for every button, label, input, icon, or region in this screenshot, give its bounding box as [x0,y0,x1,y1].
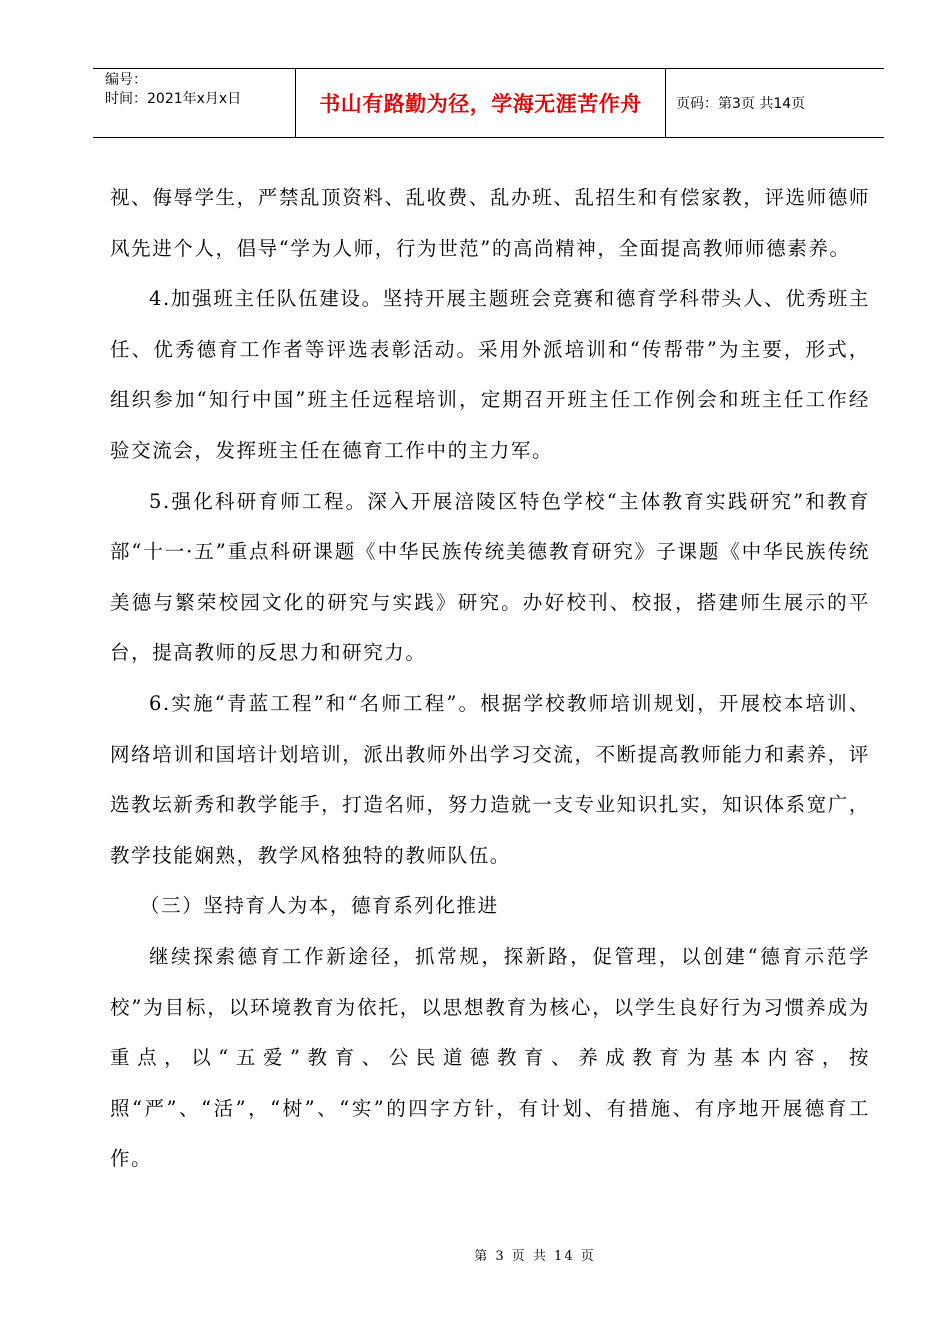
header-motto: 书山有路勤为径，学海无涯苦作舟 [295,69,666,137]
page-number-footer: 第 3 页 共 14 页 [474,1249,596,1264]
document-body [110,173,870,1185]
header-meta [93,69,295,137]
header-page-label: 页码：第3页 共14页 [676,96,806,112]
paragraph-item-4: 4.加强班主任队伍建设。坚持开展主题班会竞赛和德育学科带头人、优秀班主任、优秀德育工作者等评选表彰活动。采用外派培训和“传帮带”为主要，形式，组织参加“知行中国”班主任远程培训，定期召开班主任工作例会和班主任工作经验交流会，发挥班主任在德育工作中的主力军。 [110,287,870,462]
paragraph-item-6: 6.实施“青蓝工程”和“名师工程”。根据学校教师培训规划，开展校本培训、网络培训和国培计划培训，派出教师外出学习交流，不断提高教师能力和素养，评选教坛新秀和教学能手，打造名师，努力造就一支专业知识扎实，知识体系宽广，教学技能娴熟，教学风格独特的教师队伍。 [110,691,870,867]
paragraph-section-body: 继续探索德育工作新途径，抓常规，探新路，促管理，以创建“德育示范学校”为目标，以环境教育为依托，以思想教育为核心，以学生良好行为习惯养成为重点，以“五爱”教育、公民道德教育、养成教育为基本内容，按照“严”、“活”，“树”、“实”的四字方针，有计划、有措施、有序地开展德育工作。 [110,944,870,1171]
document-time-label: 时间：2021年x月x日 [105,91,242,107]
page-footer [0,1245,950,1264]
paragraph-continued: 视、侮辱学生，严禁乱顶资料、乱收费、乱办班、乱招生和有偿家教，评选师德师风先进个人，倡导“学为人师，行为世范”的高尚精神，全面提高教师师德素养。 [110,186,870,260]
page-header [93,68,884,138]
paragraph-item-5: 5.强化科研育师工程。深入开展涪陵区特色学校“主体教育实践研究”和教育部“十一·五”重点科研课题《中华民族传统美德教育研究》子课题《中华民族传统美德与繁荣校园文化的研究与实践》研究。办好校刊、校报，搭建师生展示的平台，提高教师的反思力和研究力。 [110,489,870,665]
section-heading: （三）坚持育人为本，德育系列化推进 [140,894,499,918]
document-number-label: 编号： [105,72,147,88]
